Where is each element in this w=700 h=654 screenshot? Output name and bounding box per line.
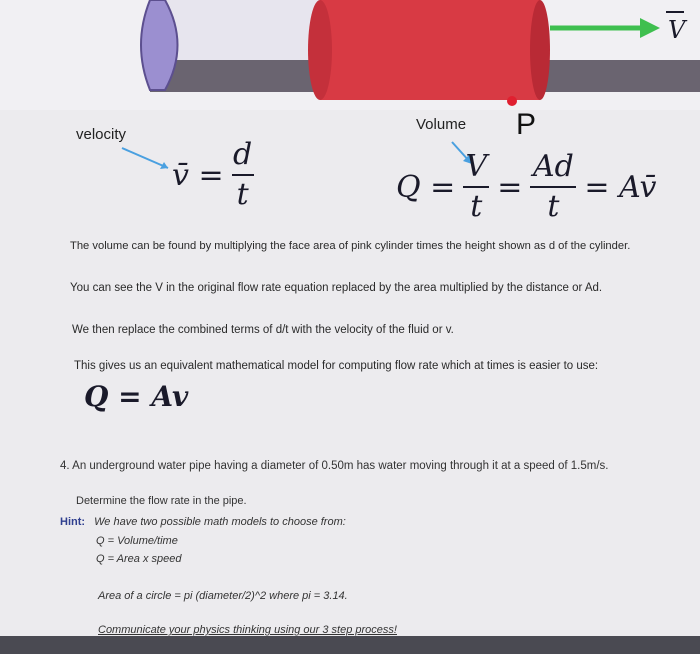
point-p-label: P	[516, 108, 537, 141]
area-note: Area of a circle = pi (diameter/2)^2 where pi = 3.14.	[98, 590, 348, 602]
volume-label: Volume	[416, 116, 467, 133]
model-2: Q = Area x speed	[96, 553, 182, 565]
area-distance-fraction	[530, 149, 576, 224]
time-denominator-2: t	[547, 189, 560, 224]
purple-pipe	[141, 0, 178, 90]
task-text: Determine the flow rate in the pipe.	[76, 495, 247, 507]
point-p-dot	[507, 96, 517, 106]
velocity-arrow-icon	[120, 146, 180, 176]
explanation-line-4: This gives us an equivalent mathematical model for computing flow rate which at times is easier to use:	[74, 360, 599, 372]
velocity-equation	[172, 137, 254, 212]
flow-illustration	[0, 0, 700, 110]
velocity-lhs: v̄ =	[172, 157, 224, 193]
explanation-line-1: The volume can be found by multiplying the face area of pink cylinder times the height shown as d of the cylinder.	[70, 240, 631, 252]
bottom-strip	[0, 636, 700, 654]
big-formula: Q = Av	[84, 380, 189, 413]
flow-rate-equation	[396, 149, 657, 224]
explanation-line-2: You can see the V in the original flow rate equation replaced by the area multiplied by the distance or Ad.	[70, 282, 603, 294]
hint-text: We have two possible math models to choose from:	[94, 516, 346, 528]
q-rhs: = Av̄	[584, 169, 657, 205]
velocity-numerator: d	[233, 137, 253, 172]
footer-text: Communicate your physics thinking using our 3 step process!	[98, 624, 397, 636]
time-denominator: t	[470, 189, 483, 224]
explanation-line-3: We then replace the combined terms of d/t with the velocity of the fluid or v.	[72, 324, 454, 336]
area-distance-numerator: Ad	[532, 149, 574, 184]
q-lhs: Q =	[396, 169, 456, 205]
volume-time-fraction	[463, 149, 489, 224]
question-text: 4. An underground water pipe having a diameter of 0.50m has water moving through it at a speed of 1.5m/s.	[60, 460, 609, 472]
velocity-fraction	[232, 137, 254, 212]
v-symbol: V	[668, 16, 686, 44]
velocity-denominator: t	[236, 177, 249, 212]
velocity-label: velocity	[76, 126, 127, 143]
model-1: Q = Volume/time	[96, 535, 178, 547]
hint-label: Hint:	[60, 516, 86, 528]
pink-cylinder	[320, 0, 540, 100]
hint-row	[60, 516, 346, 528]
volume-numerator: V	[465, 149, 488, 184]
equals-sign: =	[497, 169, 523, 205]
